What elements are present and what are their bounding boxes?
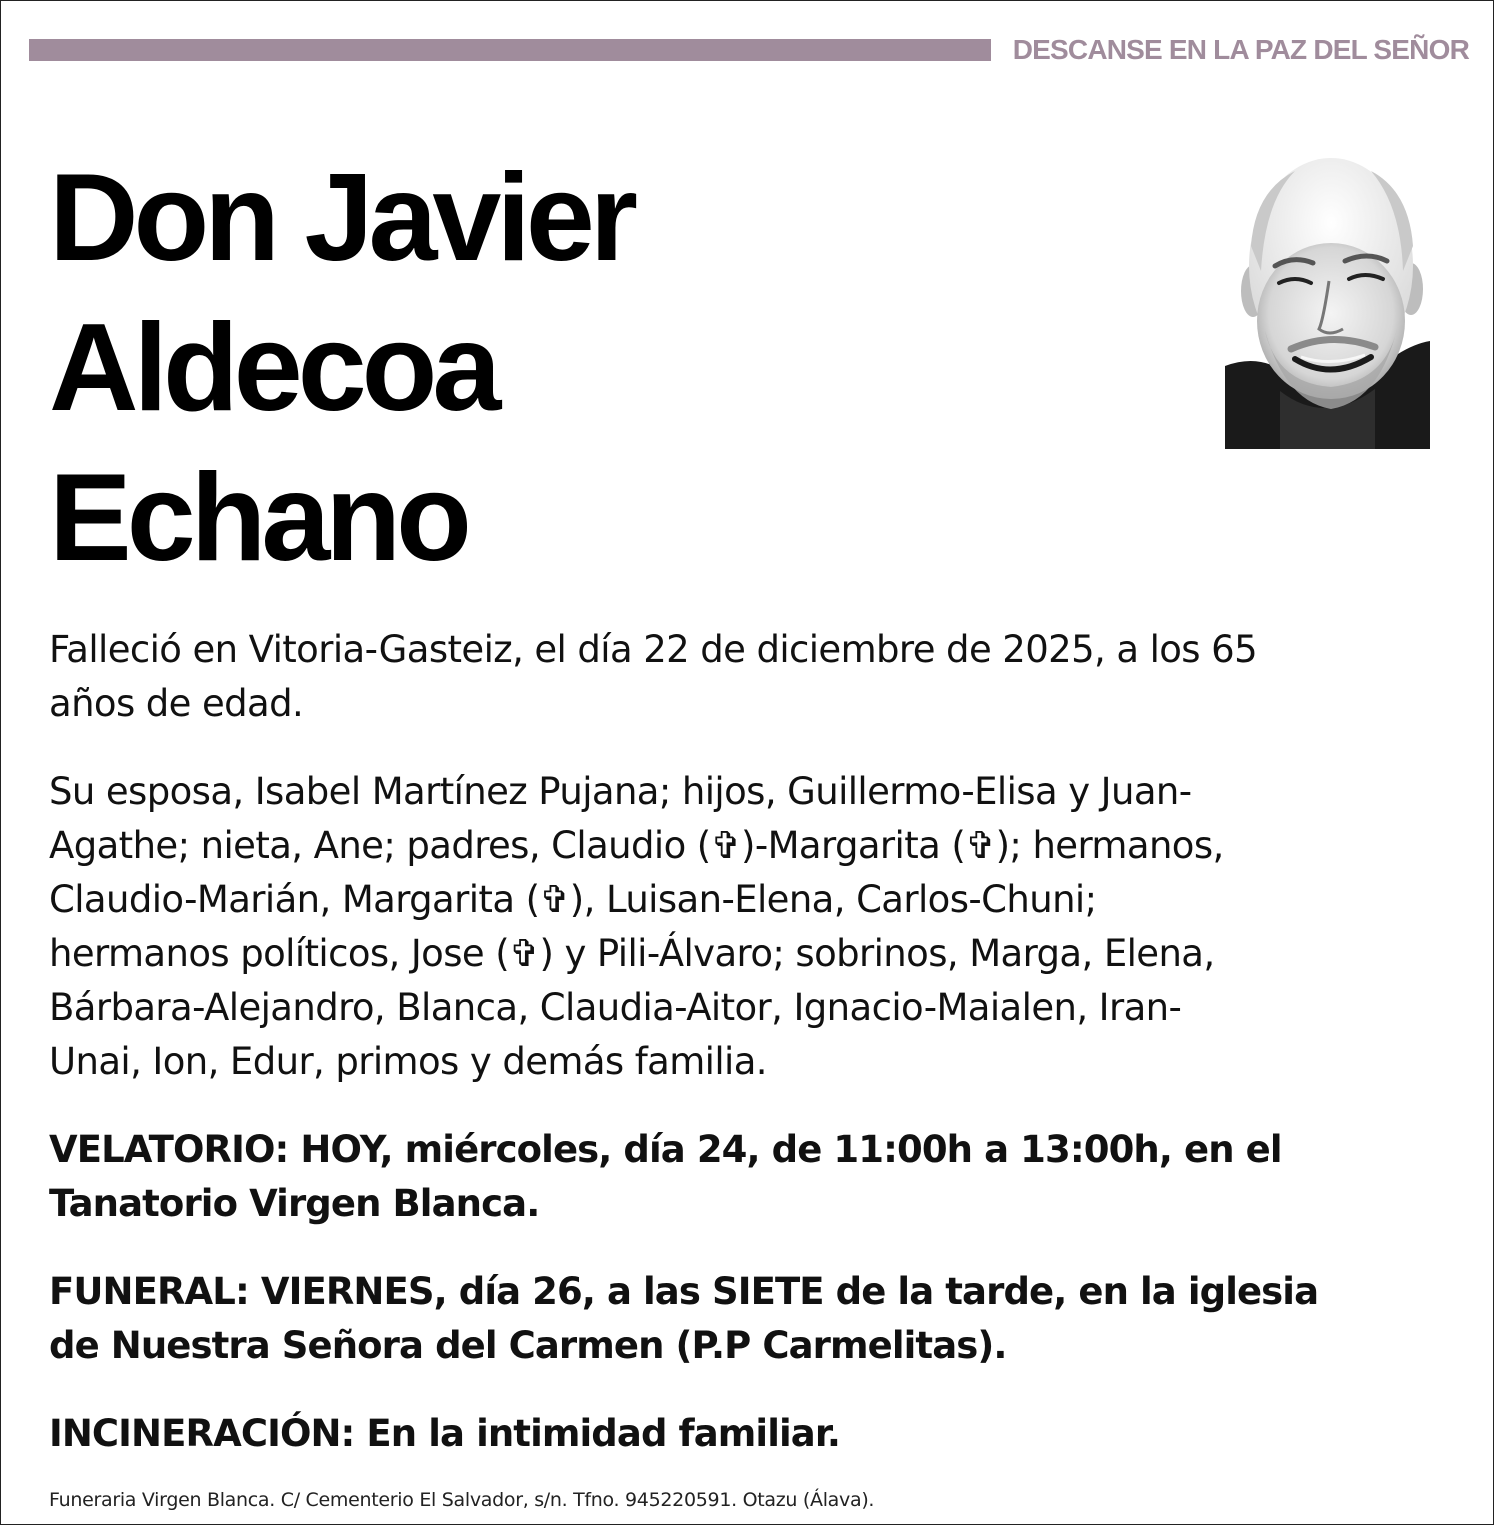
death-line-1: Falleció en Vitoria-Gasteiz, el día 22 de diciembre de 2025, a los 65 [49, 628, 1258, 671]
death-line-2: años de edad. [49, 682, 304, 725]
name-line-3: Echano [49, 449, 467, 587]
notice-body [49, 623, 1449, 1495]
funeral-home-footer: Funeraria Virgen Blanca. C/ Cementerio El Salvador, s/n. Tfno. 945220591. Otazu (Álava). [49, 1489, 875, 1511]
velatorio-line-2: Tanatorio Virgen Blanca. [49, 1182, 540, 1225]
header-label: DESCANSE EN LA PAZ DEL SEÑOR [1012, 34, 1469, 65]
deceased-name [49, 143, 633, 593]
portrait-photo [1225, 151, 1430, 449]
family-line-1: Su esposa, Isabel Martínez Pujana; hijos, Guillermo-Elisa y Juan- [49, 770, 1192, 813]
family-line-6: Unai, Ion, Edur, primos y demás familia. [49, 1040, 767, 1083]
family-line-2: Agathe; nieta, Ane; padres, Claudio (✞)-Margarita (✞); hermanos, [49, 824, 1224, 867]
name-line-2: Aldecoa [49, 299, 497, 437]
family-paragraph [49, 765, 1449, 1089]
name-line-1: Don Javier [49, 149, 634, 287]
family-line-4: hermanos políticos, Jose (✞) y Pili-Álvaro; sobrinos, Marga, Elena, [49, 932, 1215, 975]
death-paragraph [49, 623, 1449, 731]
velatorio-paragraph [49, 1123, 1449, 1231]
family-line-5: Bárbara-Alejandro, Blanca, Claudia-Aitor, Ignacio-Maialen, Iran- [49, 986, 1182, 1029]
incineracion-paragraph: INCINERACIÓN: En la intimidad familiar. [49, 1412, 841, 1455]
funeral-paragraph [49, 1265, 1449, 1373]
funeral-line-2: de Nuestra Señora del Carmen (P.P Carmelitas). [49, 1324, 1007, 1367]
header-bar [29, 39, 991, 61]
velatorio-line-1: VELATORIO: HOY, miércoles, día 24, de 11:00h a 13:00h, en el [49, 1128, 1282, 1171]
family-line-3: Claudio-Marián, Margarita (✞), Luisan-Elena, Carlos-Chuni; [49, 878, 1097, 921]
funeral-line-1: FUNERAL: VIERNES, día 26, a las SIETE de la tarde, en la iglesia [49, 1270, 1319, 1313]
